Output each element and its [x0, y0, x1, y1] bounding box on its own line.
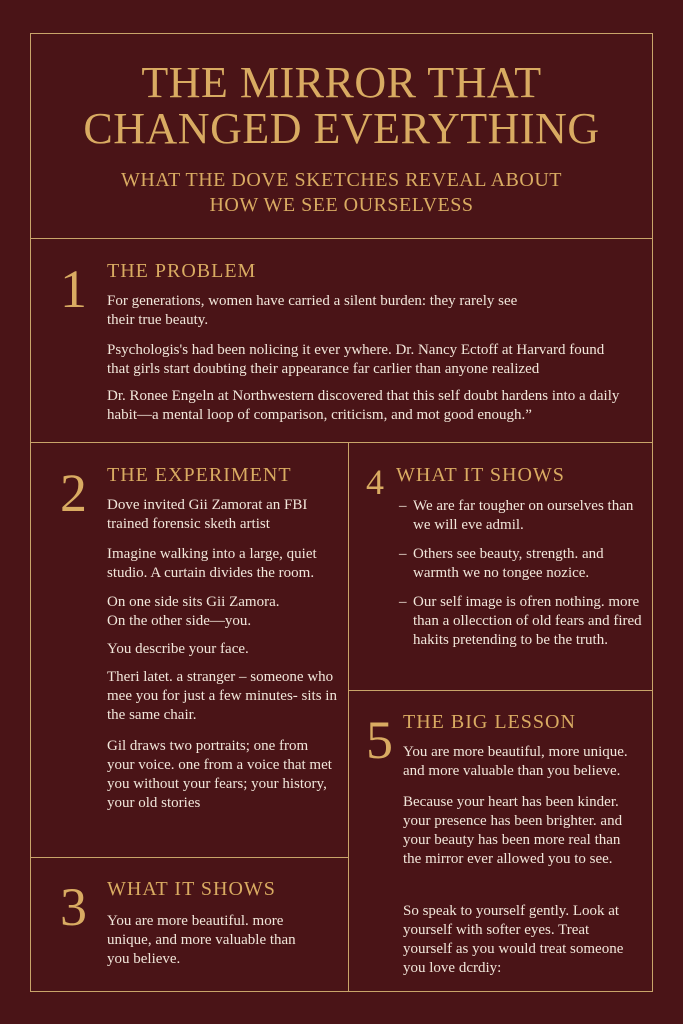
problem-paragraph-2: Psychologis's had been nolicing it ever ywhere. Dr. Nancy Ectoff at Harvard found that girls start doubting their appearance far carlier than anyone realized: [107, 342, 605, 377]
shows-bullet-2: – Others see beauty, strength. and warmth we no tongee nozice.: [399, 545, 643, 583]
section-number-4: 4: [366, 462, 384, 502]
section-heading-shows: WHAT IT SHOWS: [396, 464, 565, 486]
section-heading-experiment: THE EXPERIMENT: [107, 464, 292, 486]
divider-right-lower: [348, 690, 653, 691]
section-number-3: 3: [60, 877, 87, 937]
subtitle-line-1: WHAT THE DOVE SKETCHES REVEAL ABOUT: [120, 169, 562, 191]
lesson-paragraph-2: Because your heart has been kinder. your presence has been brighter. and your beauty has been more real than the mirror ever allowed you to see.: [403, 794, 623, 867]
shows-bullet-1: – We are far tougher on ourselves than we will eve admil.: [399, 497, 643, 535]
page-subtitle: [30, 168, 653, 218]
lesson-paragraph-3: So speak to yourself gently. Look at yourself with softer eyes. Treat yourself as you would treat someone you love dcrdiy:: [403, 903, 624, 976]
title-line-1: THE MIRROR THAT: [141, 58, 542, 107]
divider-vertical: [348, 442, 349, 992]
experiment-paragraph-4: You describe your face.: [107, 641, 249, 657]
page-title: [30, 60, 653, 152]
section-heading-lesson: THE BIG LESSON: [403, 711, 576, 733]
divider-header: [30, 238, 653, 239]
shows-short-text: You are more beautiful. more unique, and more valuable than you believe.: [107, 913, 296, 967]
section-number-5: 5: [366, 710, 393, 770]
shows-bullet-3: – Our self image is ofren nothing. more than a ollecction of old fears and fired hakits pretending to be the truth.: [399, 593, 643, 650]
section-heading-shows-short: WHAT IT SHOWS: [107, 878, 276, 900]
divider-problem: [30, 442, 653, 443]
experiment-paragraph-3: On one side sits Gii Zamora. On the other side—you.: [107, 594, 280, 629]
title-line-2: CHANGED EVERYTHING: [83, 104, 600, 153]
experiment-paragraph-1: Dove invited Gii Zamorat an FBI trained forensic sketh artist: [107, 497, 308, 532]
divider-left-lower: [30, 857, 348, 858]
experiment-paragraph-2: Imagine walking into a large, quiet studio. A curtain divides the room.: [107, 546, 317, 581]
lesson-paragraph-1: You are more beautiful, more unique. and more valuable than you believe.: [403, 744, 628, 779]
experiment-paragraph-5: Theri latet. a stranger – someone who mee you for just a few minutes- sits in the same chair.: [107, 669, 337, 723]
subtitle-line-2: HOW WE SEE OURSELVESS: [209, 194, 474, 216]
experiment-paragraph-6: Gil draws two portraits; one from your voice. one from a voice that met you without your fears; your history, your old stories: [107, 738, 332, 811]
problem-paragraph-1: For generations, women have carried a silent burden: they rarely see their true beauty.: [107, 293, 518, 328]
section-heading-problem: THE PROBLEM: [107, 260, 257, 282]
section-number-1: 1: [60, 259, 87, 319]
section-number-2: 2: [60, 463, 87, 523]
problem-paragraph-3: Dr. Ronee Engeln at Northwestern discovered that this self doubt hardens into a daily habit—a mental loop of comparison, criticism, and mot good enough.”: [107, 388, 620, 423]
